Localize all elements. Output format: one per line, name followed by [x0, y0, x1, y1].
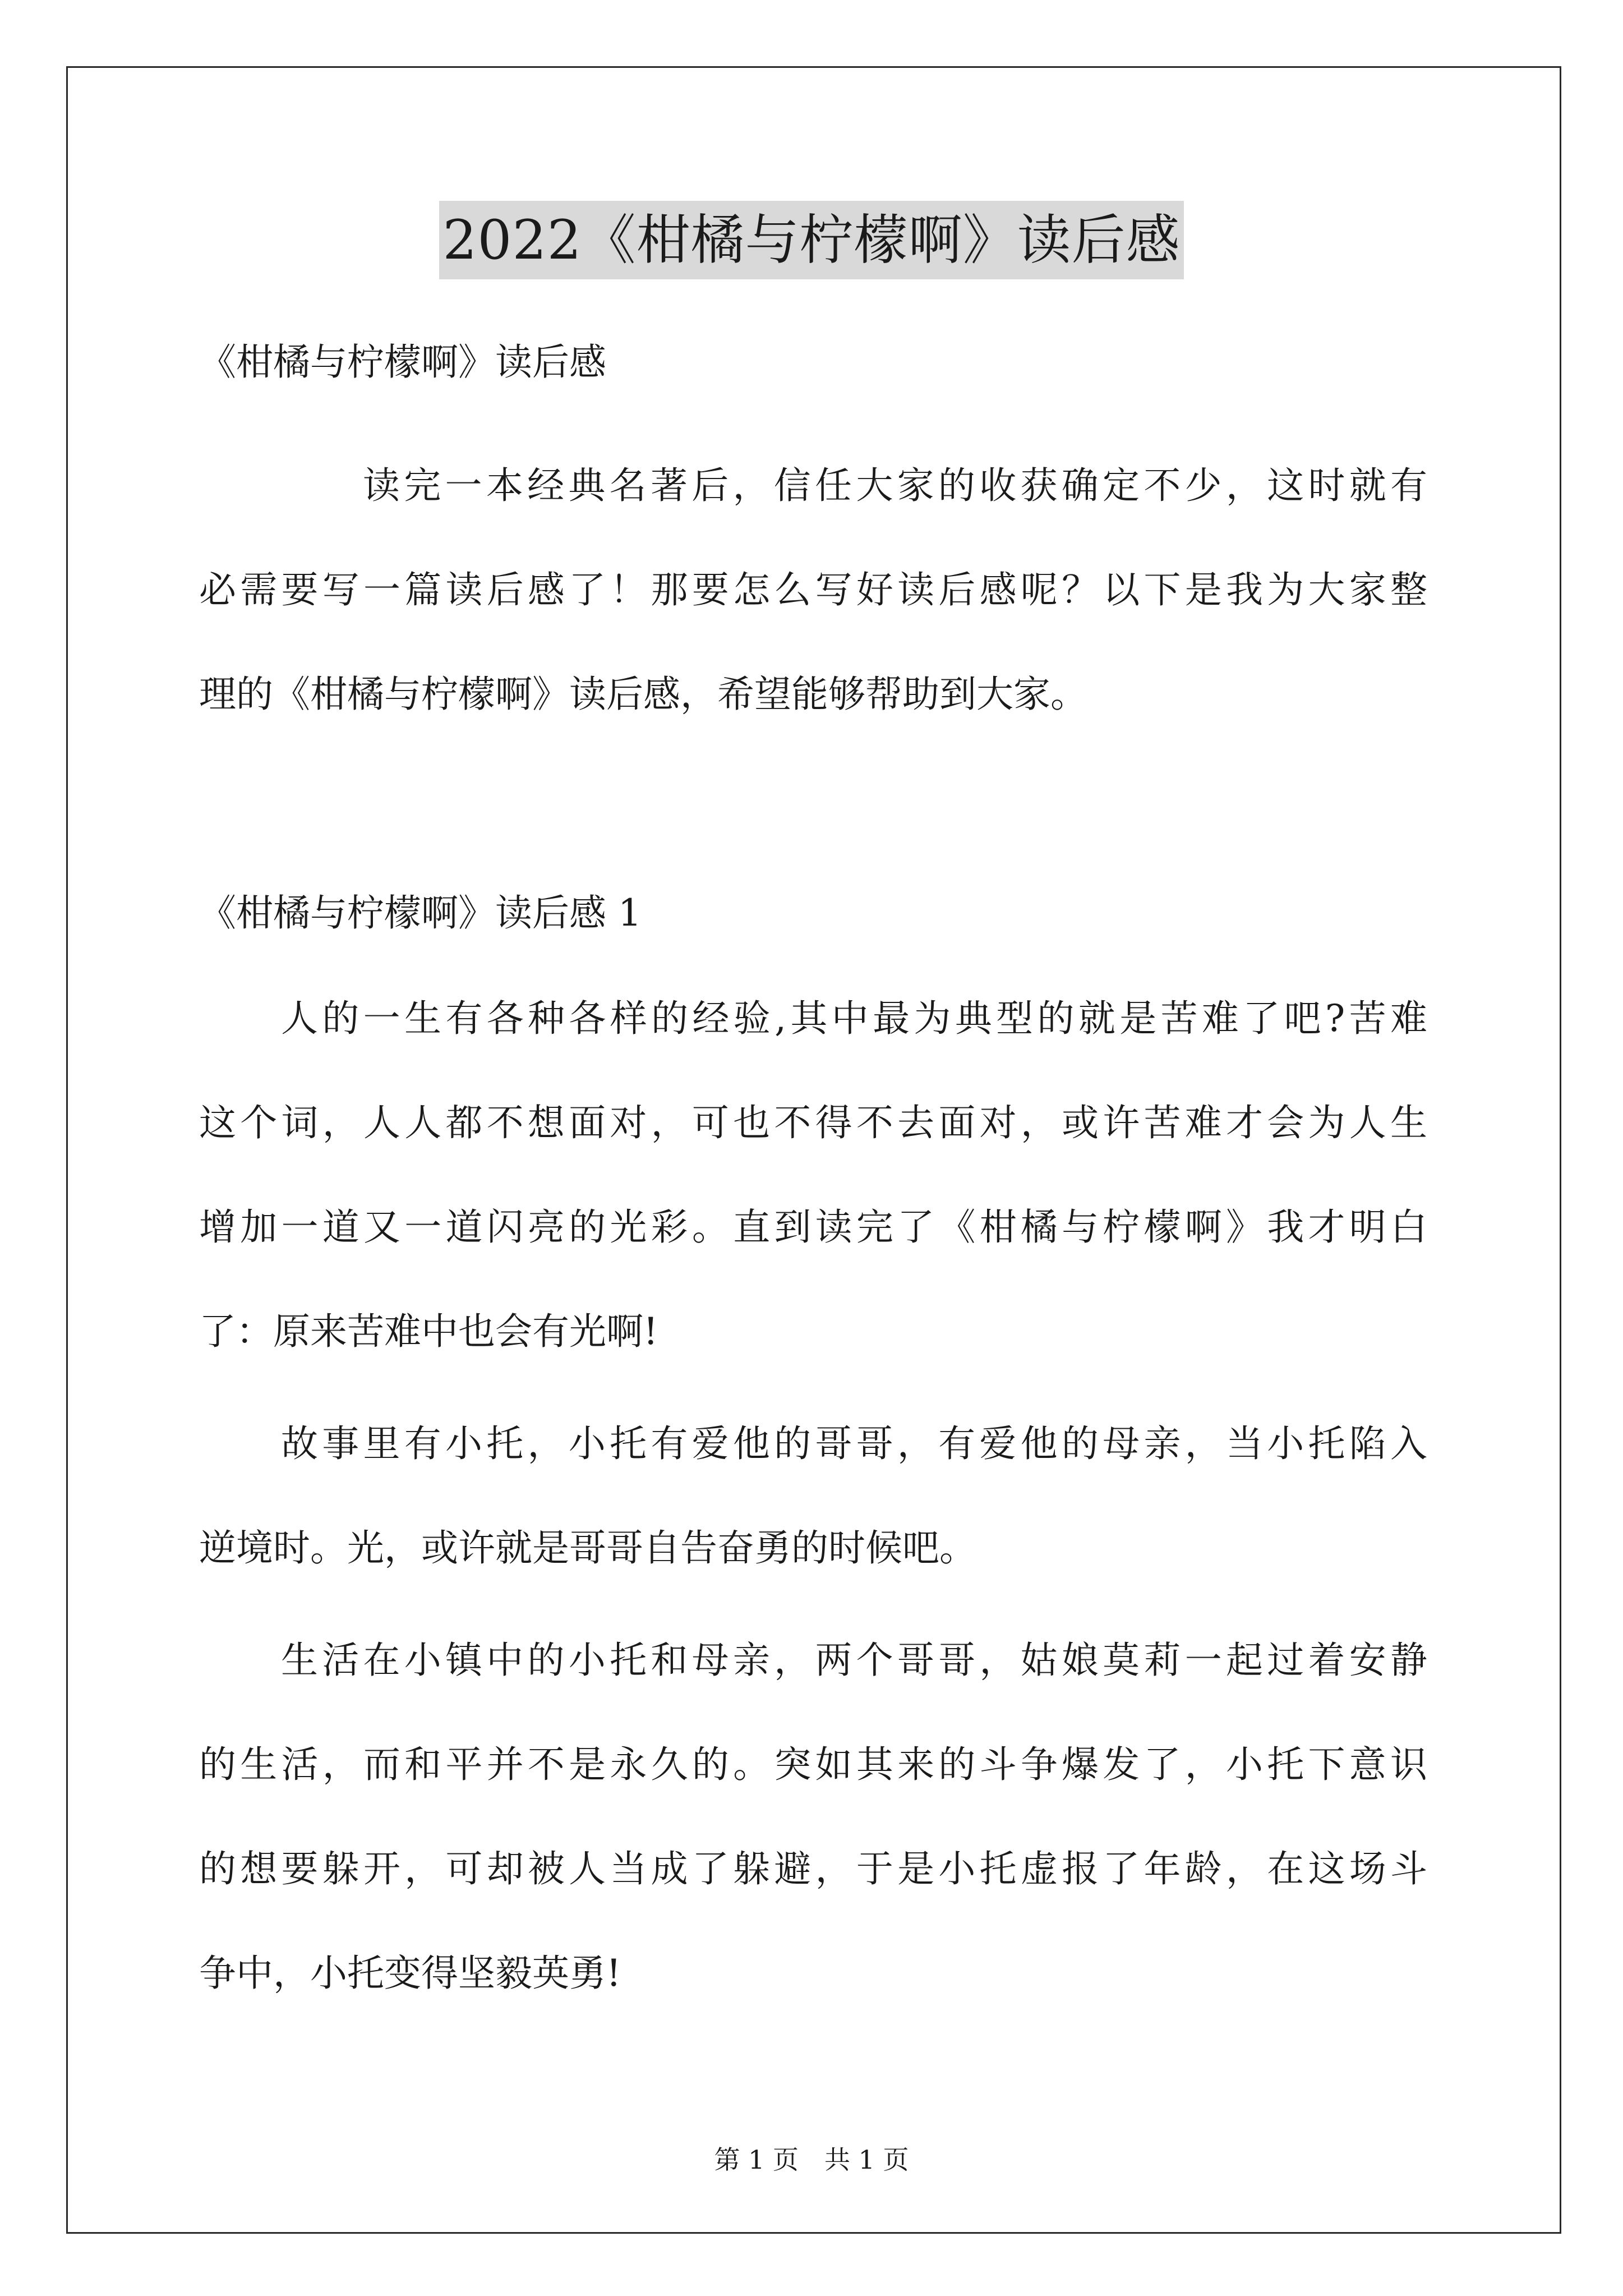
- paragraph-line: 争中，小托变得坚毅英勇!: [199, 1952, 621, 1995]
- page-footer: 第 1 页 共 1 页: [714, 2145, 909, 2175]
- intro-line: 必需要写一篇读后感了！那要怎么写好读后感呢？以下是我为大家整: [199, 568, 1427, 611]
- paragraph-line: 的生活，而和平并不是永久的。突如其来的斗争爆发了，小托下意识: [199, 1743, 1427, 1786]
- title-wrap: [0, 201, 1623, 279]
- paragraph-line: 了：原来苦难中也会有光啊!: [199, 1310, 658, 1353]
- page-border: [66, 66, 1561, 2234]
- paragraph-line: 人的一生有各种各样的经验,其中最为典型的就是苦难了吧?苦难: [281, 997, 1427, 1040]
- paragraph-line: 生活在小镇中的小托和母亲，两个哥哥，姑娘莫莉一起过着安静: [281, 1639, 1427, 1682]
- intro-line: 理的《柑橘与柠檬啊》读后感，希望能够帮助到大家。: [199, 673, 1087, 716]
- paragraph-line: 这个词，人人都不想面对，可也不得不去面对，或许苦难才会为人生: [199, 1101, 1427, 1144]
- paragraph-line: 的想要躲开，可却被人当成了躲避，于是小托虚报了年龄，在这场斗: [199, 1847, 1427, 1890]
- paragraph-line: 逆境时。光，或许就是哥哥自告奋勇的时候吧。: [199, 1526, 976, 1570]
- paragraph-line: 增加一道又一道闪亮的光彩。直到读完了《柑橘与柠檬啊》我才明白: [199, 1205, 1427, 1249]
- intro-line: 读完一本经典名著后，信任大家的收获确定不少，这时就有: [363, 464, 1427, 507]
- paragraph-line: 故事里有小托，小托有爱他的哥哥，有爱他的母亲，当小托陷入: [281, 1422, 1427, 1465]
- section-heading: 《柑橘与柠檬啊》读后感 1: [199, 891, 642, 935]
- subtitle: 《柑橘与柠檬啊》读后感: [199, 341, 606, 384]
- document-title: 2022《柑橘与柠檬啊》读后感: [439, 201, 1183, 279]
